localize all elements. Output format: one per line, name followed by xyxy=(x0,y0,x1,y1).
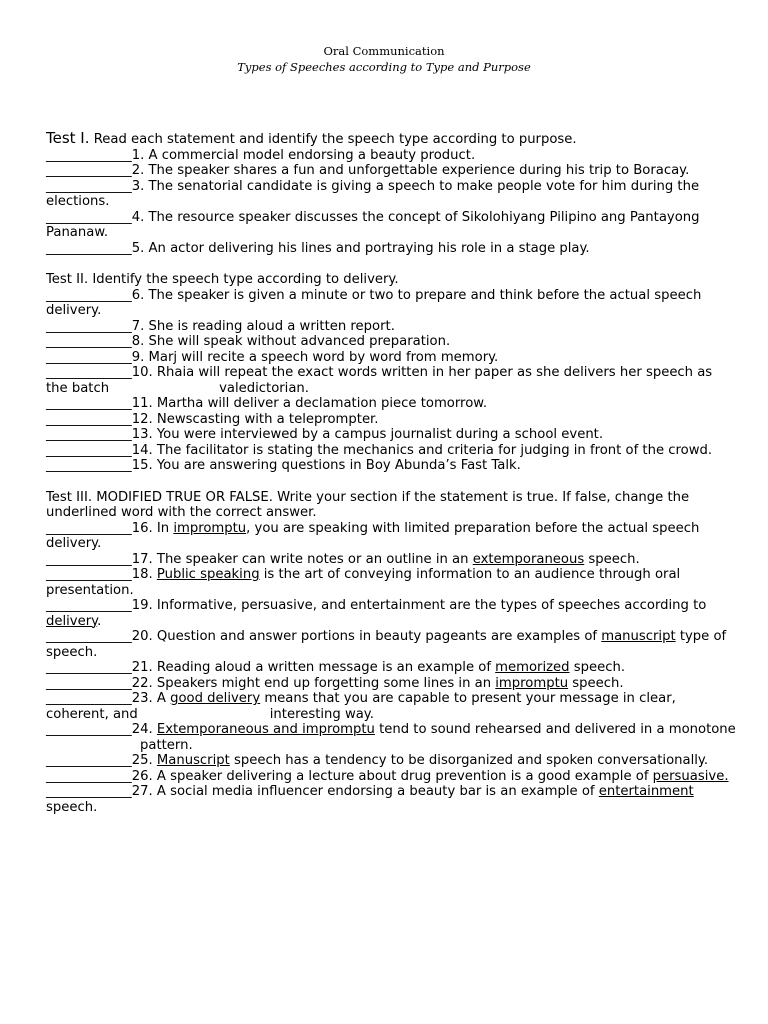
question-5: _____________5. An actor delivering his lines and portraying his role in a stage play. xyxy=(46,240,590,256)
section-gap xyxy=(46,474,736,490)
answer-blank[interactable]: _____________ xyxy=(46,442,132,458)
question-25: _____________25. Manuscript speech has a tendency to be disorganized and spoken conversationally. xyxy=(46,753,709,768)
answer-blank[interactable]: _____________ xyxy=(46,365,132,380)
question-2: _____________2. The speaker shares a fun and unforgettable experience during his trip to Boracay. xyxy=(46,163,690,178)
answer-blank[interactable]: _____________ xyxy=(46,318,132,334)
question-22: _____________22. Speakers might end up forgetting some lines in an impromptu speech. xyxy=(46,675,624,691)
question-13: _____________13. You were interviewed by a campus journalist during a school event. xyxy=(46,427,604,442)
answer-blank[interactable]: _____________ xyxy=(46,675,132,691)
answer-blank[interactable]: _____________ xyxy=(46,147,132,163)
test-1-instruction: Read each statement and identify the speech type according to purpose. xyxy=(89,132,577,147)
answer-blank[interactable]: _____________ xyxy=(46,240,132,256)
document-body xyxy=(46,131,736,815)
question-21: _____________21. Reading aloud a written message is an example of memorized speech. xyxy=(46,660,626,675)
question-16: _____________16. In impromptu, you are speaking with limited preparation before the actual speech delivery. xyxy=(46,520,700,551)
question-11: _____________11. Martha will deliver a declamation piece tomorrow. xyxy=(46,396,488,411)
section-gap xyxy=(46,256,736,272)
document-title: Oral Communication xyxy=(323,44,445,58)
answer-blank[interactable]: _____________ xyxy=(46,411,132,427)
question-23: _____________23. A good delivery means that you are capable to present your message in clear, coherent, and interesting way. xyxy=(46,691,676,722)
answer-blank[interactable]: _____________ xyxy=(46,598,132,613)
question-1: _____________1. A commercial model endorsing a beauty product. xyxy=(46,147,476,163)
answer-blank[interactable]: _____________ xyxy=(46,722,132,737)
answer-blank[interactable]: _____________ xyxy=(46,629,132,644)
question-9: _____________9. Marj will recite a speech word by word from memory. xyxy=(46,349,499,365)
test-1-heading xyxy=(46,131,736,148)
answer-blank[interactable]: _____________ xyxy=(46,349,132,365)
answer-blank[interactable]: _____________ xyxy=(46,551,132,567)
question-26: _____________26. A speaker delivering a lecture about drug prevention is a good example of persuasive. xyxy=(46,768,729,784)
question-8: _____________8. She will speak without advanced preparation. xyxy=(46,334,451,349)
test-1-label: Test I. xyxy=(46,129,90,147)
question-27: _____________27. A social media influencer endorsing a beauty bar is an example of entertainment speech. xyxy=(46,784,694,815)
question-12: _____________12. Newscasting with a teleprompter. xyxy=(46,411,379,427)
question-20: _____________20. Question and answer portions in beauty pageants are examples of manuscript type of speech. xyxy=(46,629,727,660)
answer-blank[interactable]: _____________ xyxy=(46,427,132,442)
question-18: _____________18. Public speaking is the art of conveying information to an audience through oral presentation. xyxy=(46,567,681,598)
answer-blank[interactable]: _____________ xyxy=(46,660,132,675)
underlined-term: entertainment xyxy=(598,784,694,799)
question-17: _____________17. The speaker can write notes or an outline in an extemporaneous speech. xyxy=(46,551,640,567)
answer-blank[interactable]: _____________ xyxy=(46,784,132,799)
question-19: _____________19. Informative, persuasive, and entertainment are the types of speeches according to delivery. xyxy=(46,598,707,629)
answer-blank[interactable]: _____________ xyxy=(46,753,132,768)
underlined-term: persuasive. xyxy=(652,768,729,784)
underlined-term: impromptu xyxy=(173,520,247,536)
answer-blank[interactable]: _____________ xyxy=(46,691,132,706)
answer-blank[interactable]: _____________ xyxy=(46,178,132,194)
answer-blank[interactable]: _____________ xyxy=(46,567,132,582)
underlined-term: extemporaneous xyxy=(472,551,585,567)
underlined-term: Public speaking xyxy=(156,567,260,582)
question-10: _____________10. Rhaia will repeat the exact words written in her paper as she delivers her speech as the batch valedictorian. xyxy=(46,365,713,396)
underlined-term: delivery xyxy=(46,613,98,629)
answer-blank[interactable]: _____________ xyxy=(46,520,132,536)
question-6: _____________6. The speaker is given a minute or two to prepare and think before the actual speech delivery. xyxy=(46,287,702,318)
question-4: _____________4. The resource speaker discusses the concept of Sikolohiyang Pilipino ang Pantayong Pananaw. xyxy=(46,209,700,240)
answer-blank[interactable]: _____________ xyxy=(46,396,132,411)
underlined-term: memorized xyxy=(495,660,570,675)
underlined-term: good delivery xyxy=(170,691,261,706)
question-14: _____________14. The facilitator is stating the mechanics and criteria for judging in front of the crowd. xyxy=(46,442,713,458)
question-24: _____________24. Extemporaneous and impromptu tend to sound rehearsed and delivered in a monotonepattern. xyxy=(46,722,736,753)
answer-blank[interactable]: _____________ xyxy=(46,334,132,349)
question-3: _____________3. The senatorial candidate is giving a speech to make people vote for him during the elections. xyxy=(46,178,700,209)
test-3-heading: Test III. MODIFIED TRUE OR FALSE. Write your section if the statement is true. If false, change the underlined word with the correct answer. xyxy=(46,489,690,520)
question-7: _____________7. She is reading aloud a written report. xyxy=(46,318,395,334)
answer-blank[interactable]: _____________ xyxy=(46,768,132,784)
answer-blank[interactable]: _____________ xyxy=(46,287,132,303)
underlined-term: Extemporaneous and impromptu xyxy=(156,722,375,737)
question-15: _____________15. You are answering questions in Boy Abunda’s Fast Talk. xyxy=(46,458,521,473)
answer-blank[interactable]: _____________ xyxy=(46,163,132,178)
underlined-term: manuscript xyxy=(601,629,676,644)
answer-blank[interactable]: _____________ xyxy=(46,209,132,225)
underlined-term: Manuscript xyxy=(156,753,230,768)
test-2-heading: Test II. Identify the speech type according to delivery. xyxy=(46,272,399,287)
underlined-term: impromptu xyxy=(495,675,569,691)
answer-blank[interactable]: _____________ xyxy=(46,458,132,473)
document-subtitle: Types of Speeches according to Type and Purpose xyxy=(237,60,531,74)
